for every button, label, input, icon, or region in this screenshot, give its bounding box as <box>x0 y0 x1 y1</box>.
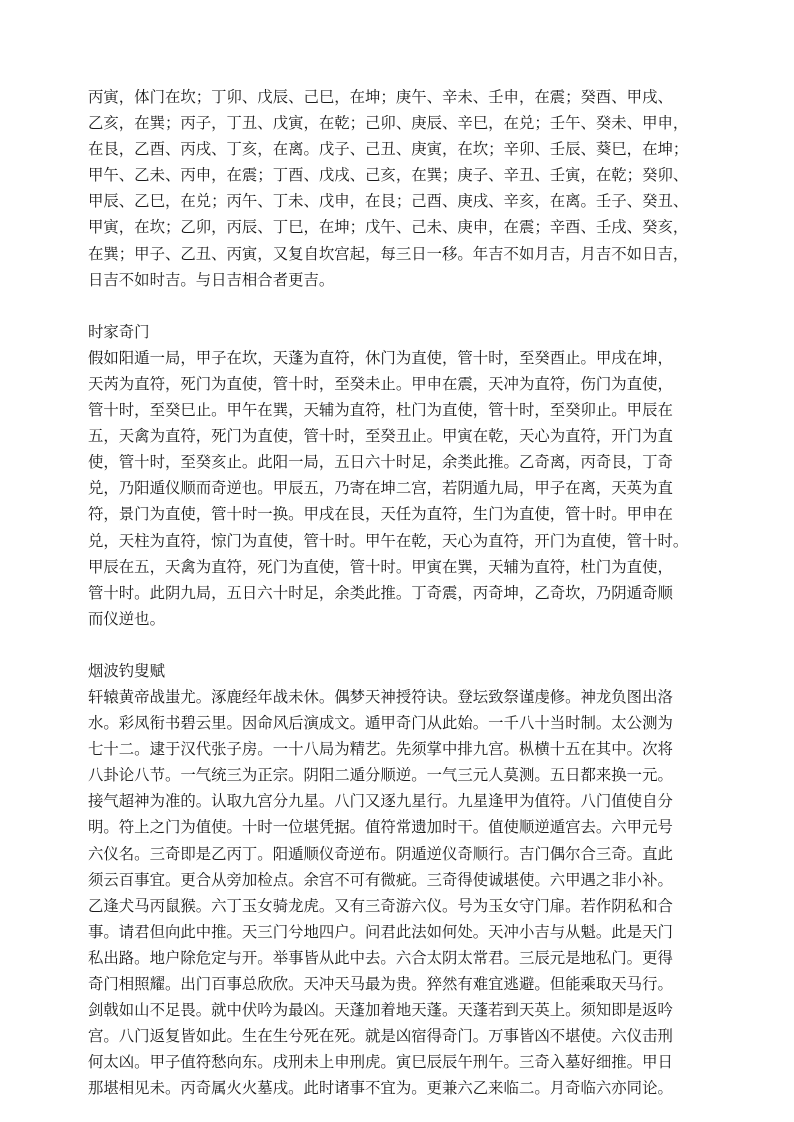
text-line: 奇门相照耀。出门百事总欣欣。天冲天马最为贵。猝然有难宜逃避。但能乘取天马行。 <box>88 975 673 993</box>
text-line: 符，景门为直使，管十时一换。甲戌在艮，天任为直符，生门为直使，管十时。甲申在 <box>88 505 673 524</box>
text-line: 甲寅，在坎；乙卯，丙辰、丁巳，在坤；戊午、己未、庚申，在震；辛酉、壬戌、癸亥， <box>88 218 689 237</box>
text-line: 八卦论八节。一气统三为正宗。阴阳二遁分顺逆。一气三元人莫测。五日都来换一元。 <box>88 766 673 785</box>
text-line: 宫。八门返复皆如此。生在生兮死在死。就是凶宿得奇门。万事皆凶不堪使。六仪击刑 <box>88 1027 673 1046</box>
text-line: 轩辕黄帝战蚩尤。涿鹿经年战未休。偶梦天神授符诀。登坛致祭谨虔修。神龙负图出洛 <box>88 687 673 706</box>
text-line: 私出路。地户除危定与开。举事皆从此中去。六合太阴太常君。三辰元是地私门。更得 <box>88 948 673 967</box>
text-line: 假如阳遁一局，甲子在坎，天蓬为直符，休门为直使，管十时，至癸酉止。甲戌在坤， <box>88 348 673 367</box>
section-heading: 时家奇门 <box>88 322 150 341</box>
text-line: 剑戟如山不足畏。就中伏吟为最凶。天蓬加着地天蓬。天蓬若到天英上。须知即是返吟 <box>88 1001 673 1020</box>
text-line: 管十时，至癸巳止。甲午在巽，天辅为直符，杜门为直使，管十时，至癸卯止。甲辰在 <box>88 401 673 420</box>
paragraph-gap <box>88 632 716 658</box>
text-line: 水。彩凤衔书碧云里。因命风后演成文。遁甲奇门从此始。一千八十当时制。太公测为 <box>88 714 673 733</box>
text-line: 明。符上之门为值使。十时一位堪凭据。值符常遗加时干。值使顺逆遁宫去。六甲元号 <box>88 818 673 837</box>
text-line: 那堪相见未。丙奇属火火墓戌。此时诸事不宜为。更兼六乙来临二。月奇临六亦同论。 <box>88 1079 673 1098</box>
text-line: 须云百事宜。更合从旁加检点。余宫不可有微疵。三奇得使诚堪使。六甲遇之非小补。 <box>88 870 673 889</box>
text-line: 丙寅，体门在坎；丁卯、戊辰、己巳，在坤；庚午、辛未、壬申，在震；癸酉、甲戌、 <box>88 88 673 106</box>
text-line: 天芮为直符，死门为直使，管十时，至癸未止。甲申在震，天冲为直符，伤门为直使， <box>88 374 673 393</box>
text-line: 甲辰、乙巳，在兑；丙午、丁未、戊申，在艮；己酉、庚戌、辛亥，在离。壬子、癸丑、 <box>88 192 689 211</box>
text-line: 管十时。此阴九局，五日六十时足，余类此推。丁奇震，丙奇坤，乙奇坎，乃阴遁奇顺 <box>88 583 673 602</box>
text-line: 接气超神为准的。认取九宫分九星。八门又逐九星行。九星逢甲为值符。八门值使自分 <box>88 792 673 811</box>
paragraph-dunjia-palaces <box>88 84 716 293</box>
section-heading: 烟波钓叟赋 <box>88 661 165 680</box>
text-line: 五，天禽为直符，死门为直使，管十时，至癸丑止。甲寅在乾，天心为直符，开门为直 <box>88 427 673 446</box>
text-line: 甲午、乙未、丙申，在震；丁酉、戊戌、己亥，在巽；庚子、辛丑、壬寅，在乾；癸卯、 <box>88 166 689 185</box>
text-line: 兑，天柱为直符，惊门为直使，管十时。甲午在乾，天心为直符，开门为直使，管十时。 <box>88 531 689 550</box>
document-page <box>88 84 716 1101</box>
text-line: 在艮，乙酉、丙戌、丁亥，在离。戊子、己丑、庚寅，在坎；辛卯、壬辰、葵巳，在坤； <box>88 140 689 159</box>
paragraph-gap <box>88 293 716 319</box>
text-line: 甲辰在五，天禽为直符，死门为直使，管十时。甲寅在巽，天辅为直符，杜门为直使， <box>88 557 673 576</box>
text-line: 事。请君但向此中推。天三门兮地四户。问君此法如何处。天冲小吉与从魁。此是天门 <box>88 922 673 941</box>
text-line: 七十二。逮于汉代张子房。一十八局为精艺。先须掌中排九宫。枞横十五在其中。次将 <box>88 740 673 759</box>
text-line: 何太凶。甲子值符愁向东。戌刑未上申刑虎。寅巳辰辰午刑午。三奇入墓好细推。甲日 <box>88 1053 673 1072</box>
text-line: 乙逢犬马丙鼠猴。六丁玉女骑龙虎。又有三奇游六仪。号为玉女守门扉。若作阴私和合 <box>88 896 673 915</box>
paragraph-shijia-qimen <box>88 345 716 632</box>
text-line: 使，管十时，至癸亥止。此阳一局，五日六十时足，余类此推。乙奇离，丙奇艮，丁奇 <box>88 453 673 472</box>
paragraph-yanbo-diaosou-fu <box>88 684 716 1102</box>
text-line: 兑，乃阳遁仪顺而奇逆也。甲辰五，乃寄在坤二宫，若阴遁九局，甲子在离，天英为直 <box>88 479 673 498</box>
text-line: 而仪逆也。 <box>88 609 165 628</box>
text-line: 乙亥，在巽；丙子，丁丑、戊寅，在乾；己卯、庚辰、辛巳，在兑；壬午、癸未、甲申， <box>88 114 689 133</box>
text-line: 在巽；甲子、乙丑、丙寅，又复自坎宫起，每三日一移。年吉不如月吉，月吉不如日吉， <box>88 244 689 263</box>
text-line: 六仪名。三奇即是乙丙丁。阳遁顺仪奇逆布。阴遁逆仪奇顺行。吉门偶尔合三奇。直此 <box>88 844 673 863</box>
text-line: 日吉不如时吉。与日吉相合者更吉。 <box>88 270 335 289</box>
